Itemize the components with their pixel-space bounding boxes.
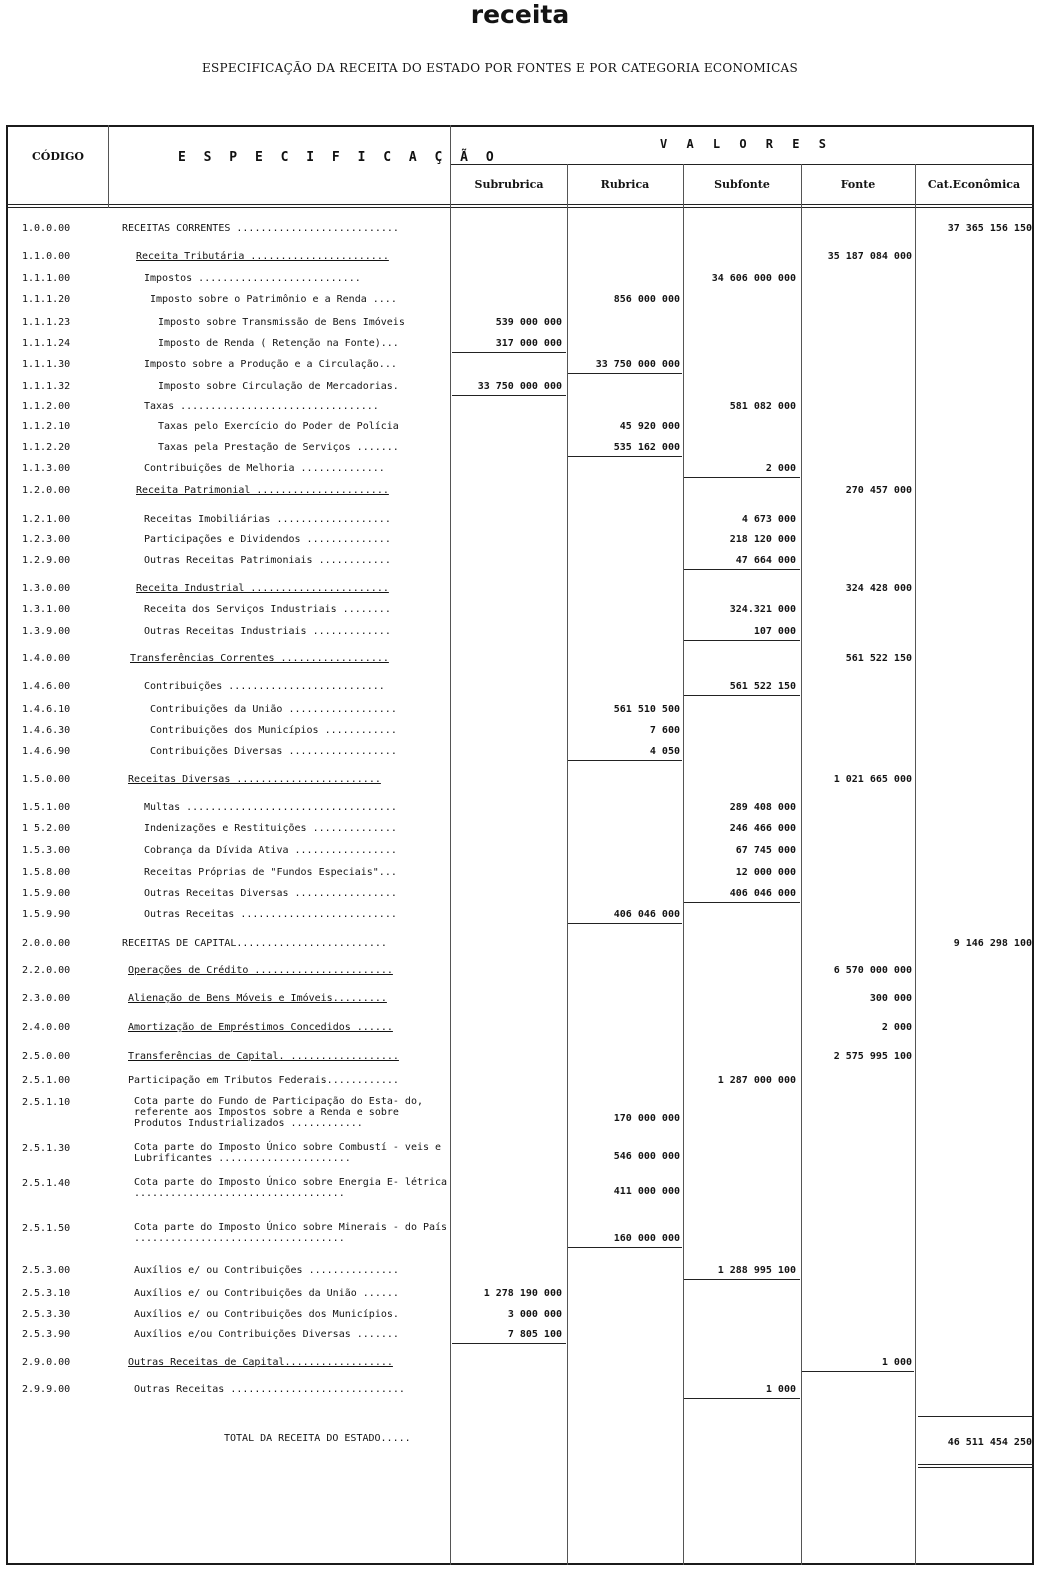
row-description: Outras Receitas ............................. xyxy=(134,1384,405,1395)
table-row xyxy=(0,1222,1056,1244)
header-rubrica: Rubrica xyxy=(600,178,650,191)
total-label: TOTAL DA RECEITA DO ESTADO..... xyxy=(224,1433,411,1444)
row-description: Imposto sobre a Produção e a Circulação... xyxy=(144,359,397,370)
row-description: Impostos ........................... xyxy=(144,273,361,284)
value-rubrica: 535 162 000 xyxy=(613,442,680,453)
row-code: 1.1.1.24 xyxy=(22,338,71,349)
table-row xyxy=(0,887,1056,903)
table-row xyxy=(0,1074,1056,1090)
row-description: Cota parte do Imposto Único sobre Minerais - do País ................................... xyxy=(134,1222,448,1244)
row-description: Outras Receitas .......................... xyxy=(144,909,397,920)
table-row xyxy=(0,582,1056,598)
value-cat: 37 365 156 150 xyxy=(947,223,1032,234)
document-title: ESPECIFICAÇÃO DA RECEITA DO ESTADO POR FONTES E POR CATEGORIA ECONOMICAS xyxy=(201,61,799,75)
value-subrubrica: 3 000 000 xyxy=(507,1309,562,1320)
row-code: 2.5.1.40 xyxy=(22,1178,71,1189)
value-subfonte: 2 000 xyxy=(765,463,796,474)
row-description: Operações de Crédito ....................... xyxy=(128,965,393,976)
row-description: Auxílios e/ ou Contribuições da União ...... xyxy=(134,1288,399,1299)
row-code: 1.5.9.00 xyxy=(22,888,71,899)
group-rule xyxy=(684,902,800,903)
row-code: 2.5.3.00 xyxy=(22,1265,71,1276)
table-row xyxy=(0,703,1056,719)
row-description: RECEITAS DE CAPITAL......................... xyxy=(122,938,387,949)
row-code: 2.5.3.90 xyxy=(22,1329,71,1340)
value-subfonte: 67 745 000 xyxy=(735,845,796,856)
table-row xyxy=(0,773,1056,789)
col-line-sub xyxy=(567,164,568,1565)
row-code: 1.2.1.00 xyxy=(22,514,71,525)
value-rubrica: 33 750 000 000 xyxy=(595,359,680,370)
header-subfonte: Subfonte xyxy=(714,178,770,191)
value-subfonte: 561 522 150 xyxy=(729,681,796,692)
total-rule-bottom-2 xyxy=(918,1467,1034,1468)
value-fonte: 6 570 000 000 xyxy=(833,965,912,976)
row-description: Transferências de Capital. .................. xyxy=(128,1051,399,1062)
row-code: 2.5.1.00 xyxy=(22,1075,71,1086)
table-row xyxy=(0,400,1056,416)
row-description: Receitas Próprias de "Fundos Especiais"... xyxy=(144,867,397,878)
row-description: Receitas Imobiliárias ................... xyxy=(144,514,391,525)
value-subrubrica: 33 750 000 000 xyxy=(477,381,562,392)
row-code: 1.5.1.00 xyxy=(22,802,71,813)
group-rule xyxy=(684,477,800,478)
row-description: Outras Receitas Industriais ............. xyxy=(144,626,391,637)
table-row xyxy=(0,992,1056,1008)
row-description: Taxas pelo Exercício do Poder de Polícia xyxy=(158,421,399,432)
table-row xyxy=(0,801,1056,817)
group-rule xyxy=(684,695,800,696)
value-fonte: 35 187 084 000 xyxy=(827,251,912,262)
value-fonte: 300 000 xyxy=(869,993,912,1004)
table-row xyxy=(0,1356,1056,1372)
group-rule xyxy=(684,1279,800,1280)
col-line-sft xyxy=(801,164,802,1565)
value-rubrica: 406 046 000 xyxy=(613,909,680,920)
row-description: Participação em Tributos Federais............ xyxy=(128,1075,399,1086)
table-row xyxy=(0,420,1056,436)
row-code: 1.1.2.00 xyxy=(22,401,71,412)
value-subfonte: 107 000 xyxy=(753,626,796,637)
row-description: Auxílios e/ ou Contribuições dos Municípios. xyxy=(134,1309,399,1320)
row-description: Contribuições dos Municípios ............ xyxy=(150,725,397,736)
value-rubrica: 170 000 000 xyxy=(613,1113,680,1124)
value-cat: 9 146 298 100 xyxy=(953,938,1032,949)
table-row xyxy=(0,603,1056,619)
value-subfonte: 581 082 000 xyxy=(729,401,796,412)
row-code: 2.5.0.00 xyxy=(22,1051,71,1062)
row-description: Contribuições Diversas .................. xyxy=(150,746,397,757)
row-code: 2.3.0.00 xyxy=(22,993,71,1004)
table-row xyxy=(0,513,1056,529)
row-description: RECEITAS CORRENTES ........................... xyxy=(122,223,399,234)
row-code: 1.2.3.00 xyxy=(22,534,71,545)
value-rubrica: 546 000 000 xyxy=(613,1151,680,1162)
table-row xyxy=(0,222,1056,238)
value-subfonte: 324.321 000 xyxy=(729,604,796,615)
row-code: 1.1.1.23 xyxy=(22,317,71,328)
row-code: 1.4.0.00 xyxy=(22,653,71,664)
value-subfonte: 218 120 000 xyxy=(729,534,796,545)
row-code: 1.4.6.30 xyxy=(22,725,71,736)
value-fonte: 2 575 995 100 xyxy=(833,1051,912,1062)
values-divider xyxy=(450,164,1034,165)
table-row xyxy=(0,1383,1056,1399)
row-code: 1.5.8.00 xyxy=(22,867,71,878)
group-rule xyxy=(568,760,682,761)
table-row xyxy=(0,724,1056,740)
row-description: Contribuições .......................... xyxy=(144,681,385,692)
header-word: receita xyxy=(470,0,570,29)
header-valores: V A L O R E S xyxy=(660,137,832,151)
table-row xyxy=(0,337,1056,353)
row-description: Transferências Correntes .................. xyxy=(130,653,389,664)
value-rubrica: 561 510 500 xyxy=(613,704,680,715)
table-row xyxy=(0,1287,1056,1303)
row-description: Auxílios e/ ou Contribuições ............... xyxy=(134,1265,399,1276)
value-subrubrica: 7 805 100 xyxy=(507,1329,562,1340)
row-code: 1.2.9.00 xyxy=(22,555,71,566)
row-code: 1.1.2.20 xyxy=(22,442,71,453)
group-rule xyxy=(568,373,682,374)
row-code: 2.9.9.00 xyxy=(22,1384,71,1395)
header-fonte: Fonte xyxy=(840,178,876,191)
row-description: Receitas Diversas ........................ xyxy=(128,774,381,785)
row-code: 1.4.6.90 xyxy=(22,746,71,757)
row-description: Outras Receitas de Capital.................. xyxy=(128,1357,393,1368)
row-code: 1.1.1.20 xyxy=(22,294,71,305)
value-subfonte: 1 000 xyxy=(765,1384,796,1395)
table-row xyxy=(0,358,1056,374)
value-subrubrica: 539 000 000 xyxy=(495,317,562,328)
group-rule xyxy=(568,1247,682,1248)
group-rule xyxy=(452,1343,566,1344)
header-codigo: CÓDIGO xyxy=(32,150,84,163)
row-code: 2.5.1.10 xyxy=(22,1097,71,1108)
col-line-fte xyxy=(915,164,916,1565)
row-code: 2.5.3.10 xyxy=(22,1288,71,1299)
row-code: 2.5.1.50 xyxy=(22,1223,71,1234)
table-row xyxy=(0,441,1056,457)
row-description: Imposto sobre Transmissão de Bens Imóveis xyxy=(158,317,405,328)
value-rubrica: 160 000 000 xyxy=(613,1233,680,1244)
value-rubrica: 45 920 000 xyxy=(619,421,680,432)
row-description: Multas ................................... xyxy=(144,802,397,813)
header-divider xyxy=(6,204,1034,205)
table-row xyxy=(0,866,1056,882)
table-row xyxy=(0,964,1056,980)
row-code: 2.2.0.00 xyxy=(22,965,71,976)
value-rubrica: 856 000 000 xyxy=(613,294,680,305)
group-rule xyxy=(568,923,682,924)
table-row xyxy=(0,908,1056,924)
value-subrubrica: 317 000 000 xyxy=(495,338,562,349)
row-description: Outras Receitas Diversas ................. xyxy=(144,888,397,899)
row-description: Cota parte do Imposto Único sobre Energia E- létrica ................................... xyxy=(134,1177,448,1199)
table-row xyxy=(0,250,1056,266)
row-code: 2.0.0.00 xyxy=(22,938,71,949)
value-fonte: 1 021 665 000 xyxy=(833,774,912,785)
row-code: 1.5.3.00 xyxy=(22,845,71,856)
group-rule xyxy=(452,352,566,353)
table-row xyxy=(0,1021,1056,1037)
row-code: 1.1.2.10 xyxy=(22,421,71,432)
row-description: Cobrança da Dívida Ativa ................. xyxy=(144,845,397,856)
row-code: 2.5.3.30 xyxy=(22,1309,71,1320)
row-description: Participações e Dividendos .............. xyxy=(144,534,391,545)
value-fonte: 324 428 000 xyxy=(845,583,912,594)
table-row xyxy=(0,272,1056,288)
row-code: 1.5.0.00 xyxy=(22,774,71,785)
table-row xyxy=(0,937,1056,953)
row-description: Cota parte do Imposto Único sobre Combustí - veis e Lubrificantes ...................... xyxy=(134,1142,442,1164)
row-description: Receita dos Serviços Industriais ........ xyxy=(144,604,391,615)
table-row xyxy=(0,844,1056,860)
row-code: 2.4.0.00 xyxy=(22,1022,71,1033)
row-code: 1.4.6.10 xyxy=(22,704,71,715)
table-row xyxy=(0,380,1056,396)
header-cat-economica: Cat.Econômica xyxy=(927,178,1021,191)
value-fonte: 1 000 xyxy=(881,1357,912,1368)
value-rubrica: 4 050 xyxy=(649,746,680,757)
row-description: Alienação de Bens Móveis e Imóveis......... xyxy=(128,993,387,1004)
row-code: 2.9.0.00 xyxy=(22,1357,71,1368)
row-code: 1.0.0.00 xyxy=(22,223,71,234)
value-fonte: 2 000 xyxy=(881,1022,912,1033)
group-rule xyxy=(802,1371,914,1372)
table-row xyxy=(0,1328,1056,1344)
col-line-rub xyxy=(683,164,684,1565)
table-row xyxy=(0,822,1056,838)
table-row xyxy=(0,293,1056,309)
row-description: Indenizações e Restituições .............. xyxy=(144,823,397,834)
table-row xyxy=(0,1096,1056,1129)
value-rubrica: 411 000 000 xyxy=(613,1186,680,1197)
group-rule xyxy=(684,640,800,641)
group-rule xyxy=(684,569,800,570)
table-row xyxy=(0,745,1056,761)
table-row xyxy=(0,1177,1056,1199)
total-rule-top xyxy=(918,1416,1034,1417)
value-subfonte: 289 408 000 xyxy=(729,802,796,813)
row-code: 1.2.0.00 xyxy=(22,485,71,496)
table-row xyxy=(0,1308,1056,1324)
row-code: 1.4.6.00 xyxy=(22,681,71,692)
row-description: Contribuições de Melhoria .............. xyxy=(144,463,385,474)
group-rule xyxy=(452,395,566,396)
row-code: 1.1.3.00 xyxy=(22,463,71,474)
table-row xyxy=(0,554,1056,570)
table-row xyxy=(0,484,1056,500)
table-row xyxy=(0,1050,1056,1066)
group-rule xyxy=(568,456,682,457)
row-description: Receita Patrimonial ...................... xyxy=(136,485,389,496)
header-divider-2 xyxy=(6,207,1034,208)
value-fonte: 561 522 150 xyxy=(845,653,912,664)
value-fonte: 270 457 000 xyxy=(845,485,912,496)
row-description: Imposto sobre Circulação de Mercadorias. xyxy=(158,381,399,392)
row-code: 1.1.1.32 xyxy=(22,381,71,392)
row-code: 1.3.0.00 xyxy=(22,583,71,594)
row-code: 1.1.1.00 xyxy=(22,273,71,284)
table-row xyxy=(0,680,1056,696)
row-code: 1.1.0.00 xyxy=(22,251,71,262)
row-description: Imposto sobre o Patrimônio e a Renda .... xyxy=(150,294,397,305)
table-row xyxy=(0,1264,1056,1280)
value-subrubrica: 1 278 190 000 xyxy=(483,1288,562,1299)
value-subfonte: 1 287 000 000 xyxy=(717,1075,796,1086)
row-code: 1.3.1.00 xyxy=(22,604,71,615)
value-rubrica: 7 600 xyxy=(649,725,680,736)
row-description: Contribuições da União .................. xyxy=(150,704,397,715)
row-description: Amortização de Empréstimos Concedidos ...... xyxy=(128,1022,393,1033)
row-code: 2.5.1.30 xyxy=(22,1143,71,1154)
header-subrubrica: Subrubrica xyxy=(474,178,544,191)
row-description: Auxílios e/ou Contribuições Diversas ....... xyxy=(134,1329,399,1340)
row-description: Receita Tributária ....................... xyxy=(136,251,389,262)
row-code: 1.1.1.30 xyxy=(22,359,71,370)
value-subfonte: 406 046 000 xyxy=(729,888,796,899)
row-description: Receita Industrial ....................... xyxy=(136,583,389,594)
table-row xyxy=(0,652,1056,668)
row-description: Taxas pela Prestação de Serviços ....... xyxy=(158,442,399,453)
col-line-code xyxy=(108,125,109,208)
row-description: Cota parte do Fundo de Participação do Esta- do, referente aos Impostos sobre a Renda e sobre Produtos Industrializados ............ xyxy=(134,1096,423,1129)
row-code: 1.5.9.90 xyxy=(22,909,71,920)
row-code: 1 5.2.00 xyxy=(22,823,71,834)
table-row xyxy=(0,625,1056,641)
total-rule-bottom xyxy=(918,1464,1034,1465)
row-description: Outras Receitas Patrimoniais ............ xyxy=(144,555,391,566)
row-description: Taxas ................................. xyxy=(144,401,379,412)
table-row xyxy=(0,462,1056,478)
group-rule xyxy=(684,1398,800,1399)
value-subfonte: 246 466 000 xyxy=(729,823,796,834)
value-subfonte: 12 000 000 xyxy=(735,867,796,878)
value-subfonte: 47 664 000 xyxy=(735,555,796,566)
total-value: 46 511 454 250 xyxy=(947,1437,1032,1448)
row-code: 1.3.9.00 xyxy=(22,626,71,637)
value-subfonte: 1 288 995 100 xyxy=(717,1265,796,1276)
table-row xyxy=(0,1142,1056,1164)
value-subfonte: 34 606 000 000 xyxy=(711,273,796,284)
row-description: Imposto de Renda ( Retenção na Fonte)... xyxy=(158,338,399,349)
header-especificacao: E S P E C I F I C A Ç Ã O xyxy=(178,150,499,165)
table-row xyxy=(0,316,1056,332)
value-subfonte: 4 673 000 xyxy=(741,514,796,525)
table-row xyxy=(0,533,1056,549)
